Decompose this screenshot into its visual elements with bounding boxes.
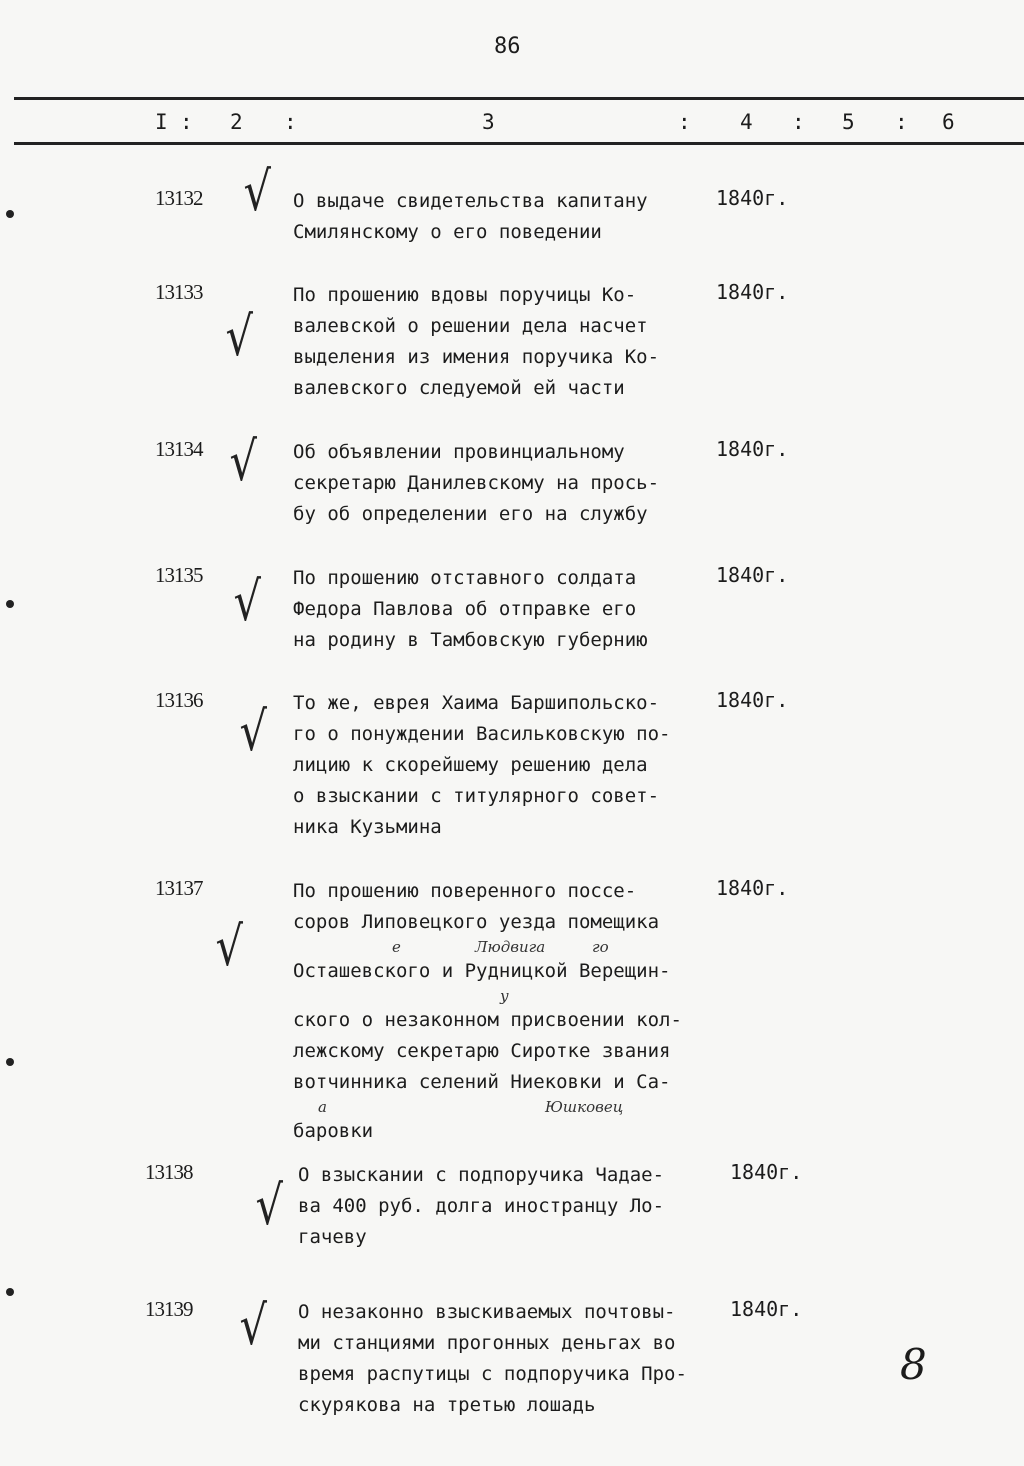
table-rule-top bbox=[14, 97, 1024, 100]
record-number: 13138 bbox=[145, 1160, 193, 1184]
record-number: 13134 bbox=[155, 437, 203, 461]
handwritten-correction: го bbox=[592, 938, 609, 956]
table-rule-bottom bbox=[14, 142, 1024, 145]
col-header-2: 2 bbox=[230, 110, 243, 134]
record-date: 1840г. bbox=[716, 563, 789, 587]
record-date: 1840г. bbox=[716, 280, 789, 304]
record-date: 1840г. bbox=[716, 876, 789, 900]
record-date: 1840г. bbox=[730, 1160, 803, 1184]
record-description bbox=[298, 1160, 664, 1253]
description-line: бу об определении его на службу bbox=[293, 503, 648, 525]
checkmark-icon: √ bbox=[255, 1174, 283, 1237]
handwritten-correction-row bbox=[293, 987, 682, 1005]
record-description bbox=[293, 280, 659, 404]
record-description bbox=[293, 876, 682, 1147]
checkmark-icon: √ bbox=[215, 915, 243, 978]
record-description bbox=[298, 1297, 687, 1421]
description-line: По прошению вдовы поручицы Ко- bbox=[293, 284, 637, 306]
description-line: на родину в Тамбовскую губернию bbox=[293, 629, 648, 651]
binder-hole-mark bbox=[6, 600, 14, 608]
handwritten-margin-mark: 8 bbox=[900, 1340, 927, 1389]
record-number: 13135 bbox=[155, 563, 203, 587]
description-line: По прошению отставного солдата bbox=[293, 567, 637, 589]
record-number: 13137 bbox=[155, 876, 203, 900]
col-separator: : bbox=[792, 110, 805, 134]
description-line: время распутицы с подпоручика Про- bbox=[298, 1363, 687, 1385]
description-line: секретарю Данилевскому на прось- bbox=[293, 472, 660, 494]
description-line: вотчинника селений Ниековки и Са- bbox=[293, 1071, 671, 1093]
description-line: ва 400 руб. долга иностранцу Ло- bbox=[298, 1195, 665, 1217]
col-header-3: 3 bbox=[482, 110, 495, 134]
col-header-6: 6 bbox=[942, 110, 955, 134]
record-description bbox=[293, 563, 648, 656]
col-separator: : bbox=[180, 110, 193, 134]
description-line: О выдаче свидетельства капитану bbox=[293, 190, 648, 212]
description-line: Федора Павлова об отправке его bbox=[293, 598, 637, 620]
record-date: 1840г. bbox=[716, 186, 789, 210]
record-date: 1840г. bbox=[716, 437, 789, 461]
description-line: То же, еврея Хаима Баршипольско- bbox=[293, 692, 660, 714]
col-separator: : bbox=[678, 110, 691, 134]
description-line: По прошению поверенного поссе- bbox=[293, 880, 637, 902]
description-line: валевской о решении дела насчет bbox=[293, 315, 648, 337]
checkmark-icon: √ bbox=[225, 305, 253, 368]
record-number: 13133 bbox=[155, 280, 203, 304]
description-line: скурякова на третью лошадь bbox=[298, 1394, 596, 1416]
col-separator: : bbox=[895, 110, 908, 134]
description-line: баровки bbox=[293, 1120, 374, 1142]
description-line: Осташевского и Рудницкой Верещин- bbox=[293, 960, 671, 982]
record-number: 13132 bbox=[155, 186, 203, 210]
description-line: ника Кузьмина bbox=[293, 816, 442, 838]
description-line: лицию к скорейшему решению дела bbox=[293, 754, 648, 776]
checkmark-icon: √ bbox=[239, 700, 267, 763]
description-line: О взыскании с подпоручика Чадае- bbox=[298, 1164, 665, 1186]
checkmark-icon: √ bbox=[243, 160, 271, 223]
record-description bbox=[293, 186, 648, 248]
description-line: выделения из имения поручика Ко- bbox=[293, 346, 660, 368]
col-header-1: I bbox=[155, 110, 168, 134]
description-line: соров Липовецкого уезда помещика bbox=[293, 911, 660, 933]
page-number: 86 bbox=[494, 34, 521, 59]
handwritten-correction: Людвига bbox=[475, 938, 546, 956]
record-description bbox=[293, 688, 671, 843]
description-line: гачеву bbox=[298, 1226, 367, 1248]
binder-hole-mark bbox=[6, 210, 14, 218]
checkmark-icon: √ bbox=[233, 570, 261, 633]
binder-hole-mark bbox=[6, 1058, 14, 1066]
checkmark-icon: √ bbox=[229, 430, 257, 493]
col-header-4: 4 bbox=[740, 110, 753, 134]
handwritten-correction-row bbox=[293, 1098, 682, 1116]
col-header-5: 5 bbox=[842, 110, 855, 134]
description-line: ми станциями прогонных деньгах во bbox=[298, 1332, 676, 1354]
record-description bbox=[293, 437, 659, 530]
description-line: го о понуждении Васильковскую по- bbox=[293, 723, 671, 745]
description-line: валевского следуемой ей части bbox=[293, 377, 625, 399]
col-separator: : bbox=[284, 110, 297, 134]
handwritten-correction: у bbox=[500, 987, 509, 1005]
description-line: Об объявлении провинциальному bbox=[293, 441, 625, 463]
record-number: 13139 bbox=[145, 1297, 193, 1321]
checkmark-icon: √ bbox=[239, 1294, 267, 1357]
handwritten-correction: Юшковец bbox=[545, 1098, 624, 1116]
record-date: 1840г. bbox=[716, 688, 789, 712]
description-line: о взыскании с титулярного совет- bbox=[293, 785, 660, 807]
description-line: лежскому секретарю Сиротке звания bbox=[293, 1040, 671, 1062]
handwritten-correction: а bbox=[318, 1098, 327, 1116]
binder-hole-mark bbox=[6, 1288, 14, 1296]
description-line: ского о незаконном присвоении кол- bbox=[293, 1009, 682, 1031]
description-line: О незаконно взыскиваемых почтовы- bbox=[298, 1301, 676, 1323]
record-date: 1840г. bbox=[730, 1297, 803, 1321]
handwritten-correction: е bbox=[392, 938, 401, 956]
description-line: Смилянскому о его поведении bbox=[293, 221, 602, 243]
record-number: 13136 bbox=[155, 688, 203, 712]
handwritten-correction-row bbox=[293, 938, 682, 956]
